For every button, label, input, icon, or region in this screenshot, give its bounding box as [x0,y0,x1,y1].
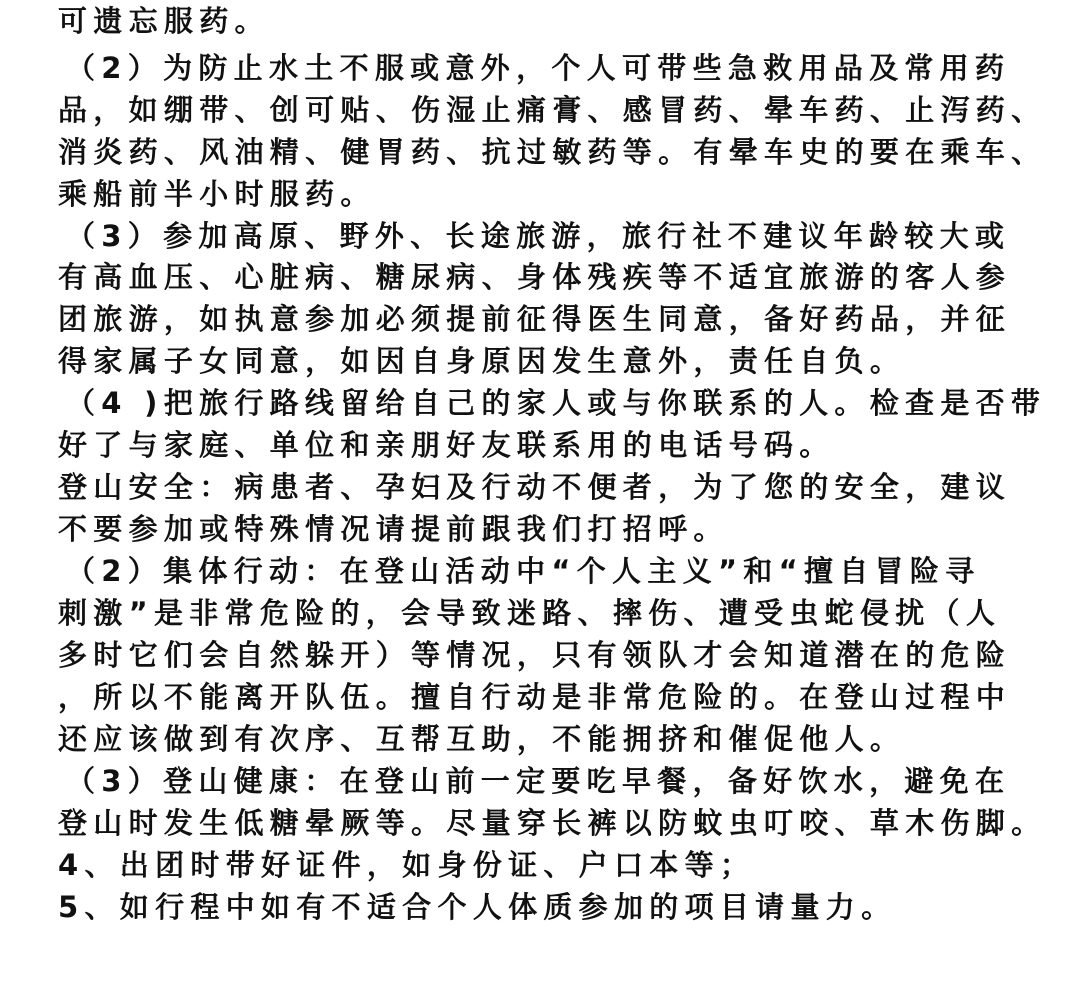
text-line-11: 好了与家庭、单位和亲朋好友联系用的电话号码。 [58,428,835,462]
text-line-16: 多时它们会自然躲开）等情况，只有领队才会知道潜在的危险 [58,638,1012,672]
text-line-1: 可遗忘服药。 [58,4,270,38]
text-line-6: （3）参加高原、野外、长途旅游，旅行社不建议年龄较大或 [66,219,1011,253]
text-line-2: （2）为防止水土不服或意外，个人可带些急救用品及常用药 [66,51,1011,85]
text-line-7: 有高血压、心脏病、糖尿病、身体残疾等不适宜旅游的客人参 [58,260,1012,294]
text-line-4: 消炎药、风油精、健胃药、抗过敏药等。有晕车史的要在乘车、 [58,135,1047,169]
text-line-3: 品，如绷带、创可贴、伤湿止痛膏、感冒药、晕车药、止泻药、 [58,93,1047,127]
text-line-13: 不要参加或特殊情况请提前跟我们打招呼。 [58,512,729,546]
text-line-19: （3）登山健康：在登山前一定要吃早餐，备好饮水，避免在 [66,764,1011,798]
text-line-21: 4、出团时带好证件，如身份证、户口本等； [58,848,756,882]
text-line-15: 刺激”是非常危险的，会导致迷路、摔伤、遭受虫蛇侵扰（人 [58,596,1002,630]
text-line-22: 5、如行程中如有不适合个人体质参加的项目请量力。 [58,890,897,924]
text-line-17: ，所以不能离开队伍。擅自行动是非常危险的。在登山过程中 [58,680,1012,714]
text-line-14: （2）集体行动：在登山活动中“个人主义”和“擅自冒险寻 [66,554,981,588]
text-line-18: 还应该做到有次序、互帮互助，不能拥挤和催促他人。 [58,722,906,756]
text-line-10: （4 )把旅行路线留给自己的家人或与你联系的人。检查是否带 [66,386,1047,420]
text-line-20: 登山时发生低糖晕厥等。尽量穿长裤以防蚊虫叮咬、草木伤脚。 [58,806,1047,840]
text-line-5: 乘船前半小时服药。 [58,177,376,211]
text-line-9: 得家属子女同意，如因自身原因发生意外，责任自负。 [58,344,906,378]
text-line-12: 登山安全：病患者、孕妇及行动不便者，为了您的安全，建议 [58,470,1012,504]
text-line-8: 团旅游，如执意参加必须提前征得医生同意，备好药品，并征 [58,302,1012,336]
